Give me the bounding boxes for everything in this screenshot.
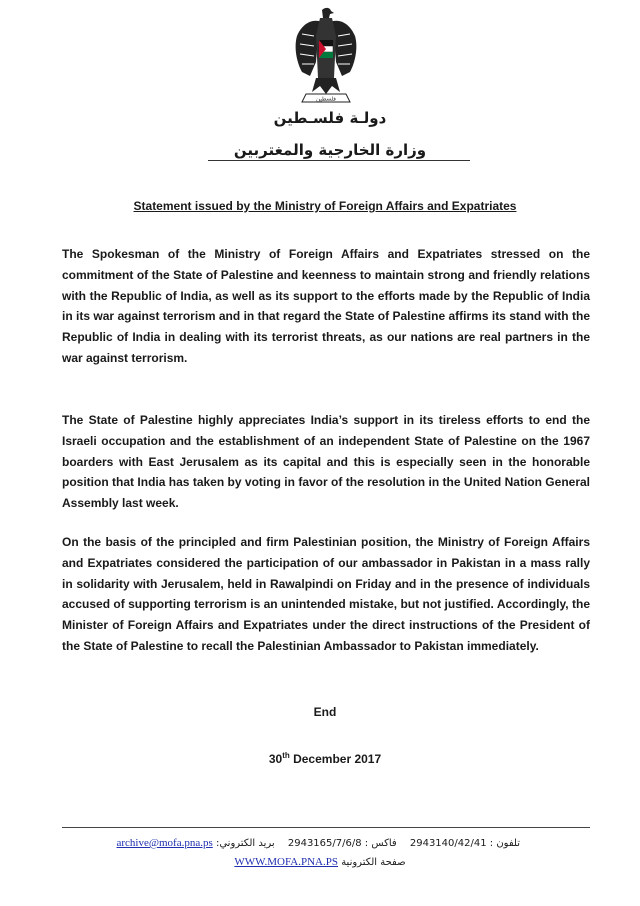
- statement-date: [60, 751, 590, 767]
- email-link[interactable]: archive@mofa.pna.ps: [116, 837, 213, 849]
- footer-website-line: [200, 855, 440, 870]
- footer-divider: [62, 827, 590, 828]
- email-label: بريد الكتروني:: [215, 838, 275, 849]
- statement-paragraph-2: The State of Palestine highly appreciates India’s support in its tireless efforts to end the Israeli occupation and the establishment of an independent State of Palestine on the 1967 boarders with East Jerusalem as its capital and this is especially seen in the honorable position that India has taken by voting in favor of the resolution in the United Nation General Assembly last week.: [62, 413, 590, 511]
- emblem-ribbon-text: فلسطين: [316, 96, 336, 103]
- header-divider: [208, 160, 470, 161]
- palestine-eagle-emblem-icon: [292, 6, 360, 108]
- date-month-year: December 2017: [289, 752, 382, 766]
- footer-contact-line: [116, 836, 520, 851]
- statement-title: Statement issued by the Ministry of Foreign Affairs and Expatriates: [133, 199, 517, 213]
- date-suffix: th: [282, 751, 290, 760]
- statement-paragraph-3: On the basis of the principled and firm Palestinian position, the Ministry of Foreign Affairs and Expatriates considered the participation of our ambassador in Pakistan in a mass rally in solidarity with Jerusalem, held in Rawalpindi on Friday and in the presence of individuals accused of supporting terrorism is an unintended mistake, but not justified. Accordingly, the Minister of Foreign Affairs and Expatriates under the direct instructions of the President of the State of Palestine to recall the Palestinian Ambassador to Pakistan immediately.: [62, 535, 590, 653]
- state-name-arabic: دولـة فلسـطين: [273, 109, 387, 127]
- fax-label: فاكس :: [364, 838, 397, 849]
- statement-paragraph-1: The Spokesman of the Ministry of Foreign Affairs and Expatriates stressed on the commitment of the State of Palestine and keenness to maintain strong and friendly relations with the Republic of India, as well as its support to the efforts made by the Republic of India in its war against terrorism and in that regard the State of Palestine affirms its stand with the Republic of India in dealing with its terrorist threats, as our nations are real partners in the war against terrorism.: [62, 247, 590, 365]
- website-label: صفحة الكترونية: [341, 857, 406, 868]
- phone-number: 2943140/42/41: [409, 838, 487, 849]
- website-link[interactable]: WWW.MOFA.PNA.PS: [234, 856, 338, 868]
- ministry-name-arabic: وزارة الخارجية والمغتربين: [233, 141, 427, 159]
- end-label: End: [313, 705, 337, 719]
- phone-label: تلفون :: [489, 838, 520, 849]
- date-day: 30: [268, 752, 283, 766]
- fax-number: 2943165/7/6/8: [287, 838, 362, 849]
